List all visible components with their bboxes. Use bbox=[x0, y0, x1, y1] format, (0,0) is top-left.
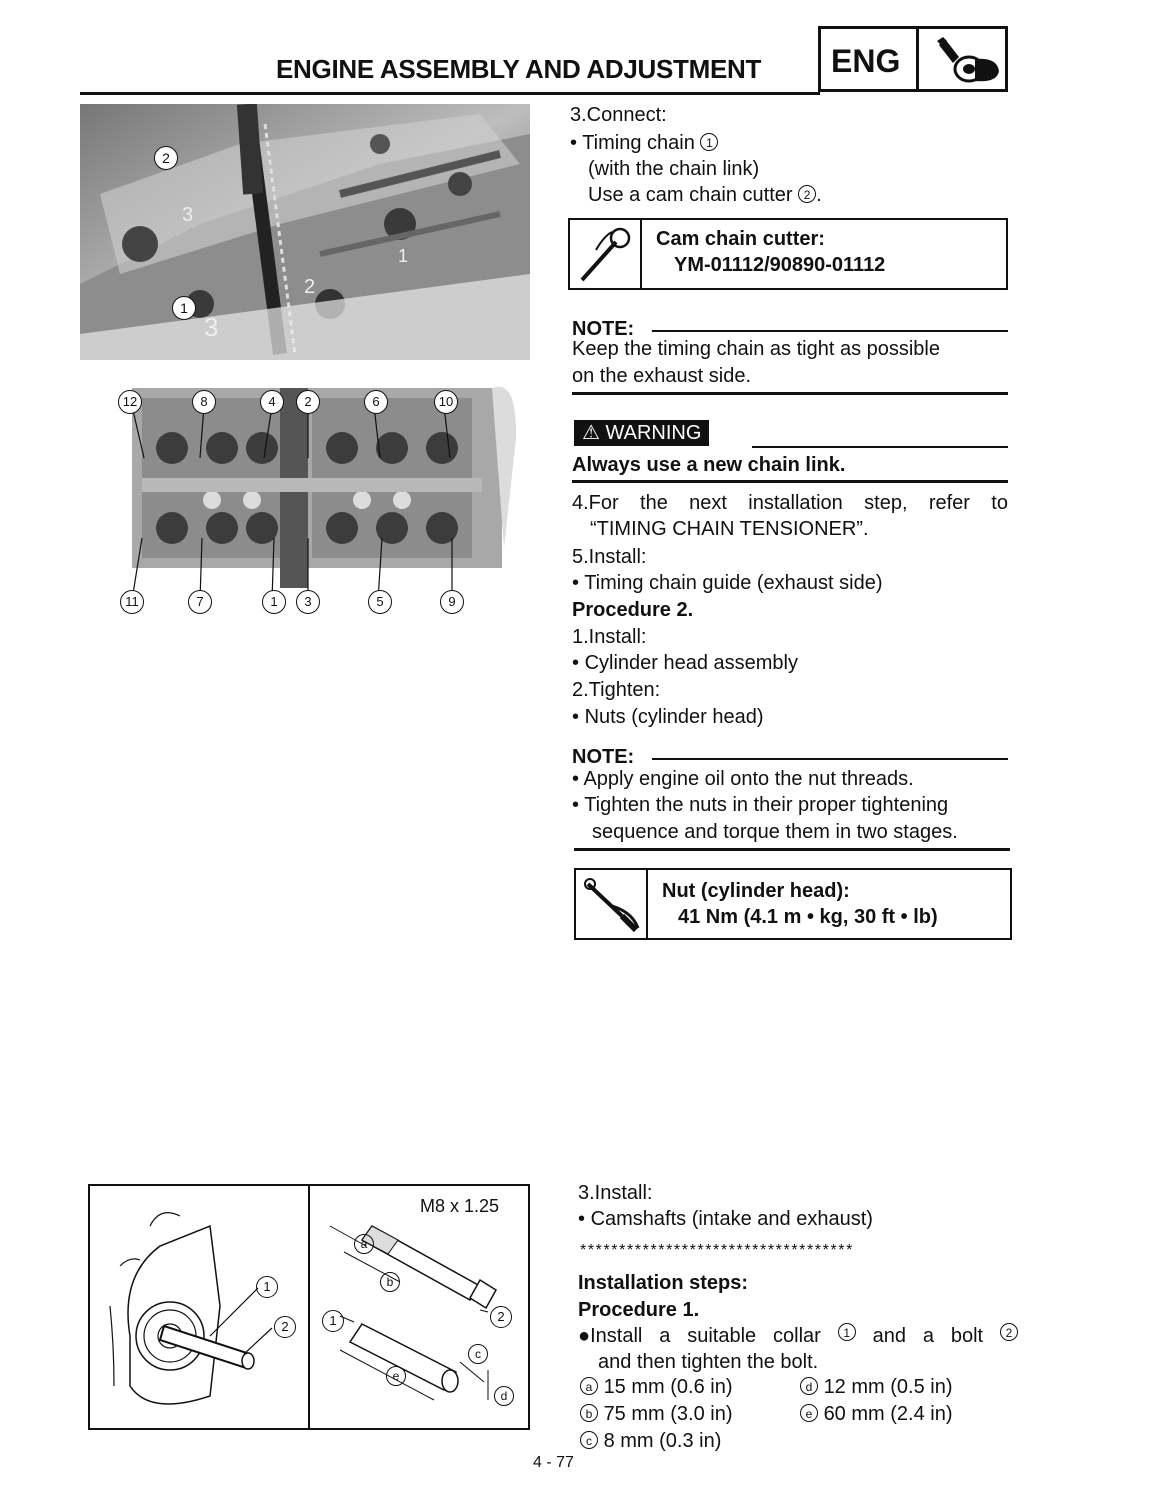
warning-text: Always use a new chain link. bbox=[572, 454, 846, 476]
sequence-callout-7: 7 bbox=[188, 590, 212, 614]
dim-label-c: c bbox=[468, 1344, 488, 1364]
tool-label: Cam chain cutter: bbox=[656, 228, 825, 250]
cam-chain-cutter-line: Use a cam chain cutter 2 . bbox=[588, 184, 822, 206]
section-code: ENG bbox=[831, 43, 901, 79]
diagram-callout-1: 1 bbox=[256, 1276, 278, 1298]
diagram-callout-1b: 1 bbox=[322, 1310, 344, 1332]
diagram-callout-2b: 2 bbox=[490, 1306, 512, 1328]
cylinder-head-photo bbox=[112, 378, 522, 622]
dimension-b: b 75 mm (3.0 in) bbox=[580, 1401, 733, 1427]
diagram-callout-2: 2 bbox=[274, 1316, 296, 1338]
step-4-line-2: “TIMING CHAIN TENSIONER”. bbox=[590, 518, 869, 540]
header-rule bbox=[80, 92, 820, 95]
note-2-rule bbox=[652, 758, 1008, 760]
dimension-a: a 15 mm (0.6 in) bbox=[580, 1374, 733, 1400]
cylinder-mark-2: 2 bbox=[304, 276, 316, 298]
sequence-callout-6: 6 bbox=[364, 390, 388, 414]
procedure-1: Procedure 1. bbox=[578, 1299, 700, 1321]
camshaft-collar-diagram bbox=[88, 1184, 530, 1430]
note-2-bullet-2: • Tighten the nuts in their proper tightening bbox=[572, 794, 949, 816]
note-end-rule bbox=[572, 392, 1008, 395]
cylinder-mark-3b: 3 bbox=[182, 204, 194, 226]
dimension-d: d 12 mm (0.5 in) bbox=[800, 1374, 953, 1400]
procedure-2: Procedure 2. bbox=[572, 599, 694, 621]
engine-photo-timing-chain bbox=[80, 104, 530, 360]
separator-stars: *********************************** bbox=[580, 1242, 854, 1259]
chain-link-note: (with the chain link) bbox=[588, 158, 760, 180]
note-label-1: NOTE: bbox=[572, 318, 635, 340]
step-3-connect: 3.Connect: bbox=[570, 104, 667, 126]
sequence-callout-11: 11 bbox=[120, 590, 144, 614]
cylinder-mark-3: 3 bbox=[204, 312, 219, 342]
callout-2: 2 bbox=[154, 146, 178, 170]
section-badge bbox=[818, 26, 1008, 92]
sequence-callout-2: 2 bbox=[296, 390, 320, 414]
dim-label-e: e bbox=[386, 1366, 406, 1386]
note-2-end-rule bbox=[574, 848, 1010, 851]
step-3-install: 3.Install: bbox=[578, 1182, 653, 1204]
installation-steps-title: Installation steps: bbox=[578, 1272, 749, 1294]
proc2-step-2: 2.Tighten: bbox=[572, 679, 661, 701]
bullet-nuts: • Nuts (cylinder head) bbox=[572, 706, 764, 728]
note-1-line-2: on the exhaust side. bbox=[572, 365, 752, 387]
bullet-camshafts: • Camshafts (intake and exhaust) bbox=[578, 1208, 873, 1230]
tool-part-number: YM-01112/90890-01112 bbox=[674, 254, 886, 276]
thread-spec-label: M8 x 1.25 bbox=[420, 1196, 500, 1216]
bullet-cylinder-head: • Cylinder head assembly bbox=[572, 652, 798, 674]
engine-wrench-icon bbox=[923, 35, 1003, 87]
callout-1: 1 bbox=[172, 296, 196, 320]
sequence-callout-9: 9 bbox=[440, 590, 464, 614]
cylinder-head-sketch bbox=[90, 1186, 308, 1428]
note-2-bullet-1: • Apply engine oil onto the nut threads. bbox=[572, 768, 914, 790]
cylinder-mark-1: 1 bbox=[398, 246, 409, 266]
torque-spec-box bbox=[574, 868, 1012, 940]
page-number: 4 - 77 bbox=[533, 1454, 574, 1471]
sequence-callout-1: 1 bbox=[262, 590, 286, 614]
note-2-bullet-2-cont: sequence and torque them in two stages. bbox=[592, 821, 958, 843]
sequence-callout-12: 12 bbox=[118, 390, 142, 414]
sequence-callout-5: 5 bbox=[368, 590, 392, 614]
bullet-chain-guide: • Timing chain guide (exhaust side) bbox=[572, 572, 883, 594]
dim-label-d: d bbox=[494, 1386, 514, 1406]
warning-rule bbox=[752, 446, 1008, 448]
torque-value: 41 Nm (4.1 m • kg, 30 ft • lb) bbox=[678, 906, 938, 928]
note-label-2: NOTE: bbox=[572, 746, 635, 768]
dimension-c: c 8 mm (0.3 in) bbox=[580, 1428, 721, 1454]
sequence-callout-4: 4 bbox=[260, 390, 284, 414]
sequence-callout-10: 10 bbox=[434, 390, 458, 414]
tool-spec-box bbox=[568, 218, 1008, 290]
dim-label-b: b bbox=[380, 1272, 400, 1292]
note-1-line-1: Keep the timing chain as tight as possible bbox=[572, 338, 940, 360]
step-4-line-1: 4.For the next installation step, refer to bbox=[572, 492, 1008, 514]
warning-end-rule bbox=[572, 480, 1008, 483]
dimension-e: e 60 mm (2.4 in) bbox=[800, 1401, 953, 1427]
collar-bolt-line-1: ●Install a suitable collar 1 and a bolt 2 bbox=[578, 1323, 1018, 1349]
sequence-callout-3: 3 bbox=[296, 590, 320, 614]
warning-triangle-icon: ⚠ bbox=[582, 422, 600, 444]
warning-badge: ⚠ WARNING bbox=[574, 420, 709, 446]
sequence-callout-8: 8 bbox=[192, 390, 216, 414]
proc2-step-1: 1.Install: bbox=[572, 626, 647, 648]
collar-bolt-line-2: and then tighten the bolt. bbox=[598, 1351, 819, 1373]
page-title: ENGINE ASSEMBLY AND ADJUSTMENT bbox=[276, 54, 762, 84]
torque-wrench-icon bbox=[582, 876, 644, 934]
dim-label-a: a bbox=[354, 1234, 374, 1254]
note-rule bbox=[652, 330, 1008, 332]
torque-label: Nut (cylinder head): bbox=[662, 880, 850, 902]
badge-divider bbox=[916, 29, 919, 89]
bullet-timing-chain: • Timing chain 1 bbox=[570, 130, 718, 156]
step-5-install: 5.Install: bbox=[572, 546, 647, 568]
tool-icon bbox=[576, 226, 636, 284]
